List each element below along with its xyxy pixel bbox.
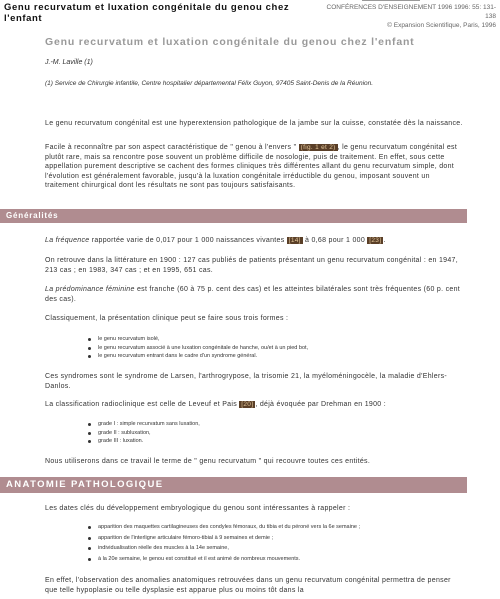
section-header-generalites: [0, 209, 467, 223]
paragraph-text: à 0,68 pour 1 000: [302, 237, 366, 244]
paragraph-text: rapportée varie de 0,017 pour 1 000 naissances vivantes: [89, 237, 285, 244]
figure-reference-link[interactable]: (fig. 1 et 2): [300, 144, 336, 151]
list-item: grade III : luxation.: [88, 437, 200, 446]
running-title: Genu recurvatum et luxation congénitale du genou chez l'enfant: [4, 2, 290, 24]
list-item: le genu recurvatum isolé,: [88, 335, 308, 344]
paragraph-text: , déjà évoquée par Drehman en 1900 :: [255, 401, 386, 408]
section-heading: ANATOMIE PATHOLOGIQUE: [6, 479, 164, 490]
list-item: grade II : subluxation,: [88, 429, 200, 438]
paragraph-text: est franche (60 à 75 p. cent des cas) et les atteintes bilatérales sont très fréquentes (60 p. cent des cas).: [45, 286, 461, 303]
emphasis-text: La fréquence: [45, 237, 90, 244]
list-item: grade I : simple recurvatum sans luxation,: [88, 420, 200, 429]
conference-line: CONFÉRENCES D'ENSEIGNEMENT 1996 1996: 55: 131-: [326, 4, 496, 11]
paragraph-text: La classification radioclinique est celle de Leveuf et Pais: [45, 401, 238, 408]
header-rule: [362, 0, 420, 1]
paragraph: [45, 400, 465, 410]
paragraph: Les dates clés du développement embryologique du genou sont intéressantes à rappeler :: [45, 505, 351, 512]
list-item: individualisation réelle des muscles à la 14e semaine,: [88, 544, 360, 553]
intro-paragraph: [45, 143, 465, 191]
paragraph: En effet, l'observation des anomalies anatomiques retrouvées dans un genu recurvatum congénital permettra de penser que telle hypoplasie ou telle dysplasie est apparue plus ou moins tôt dans la: [45, 577, 451, 594]
copyright-line: © Expansion Scientifique, Paris, 1996: [387, 22, 496, 29]
article-title: Genu recurvatum et luxation congénitale du genou chez l'enfant: [45, 36, 415, 48]
citation-link[interactable]: [23]: [369, 237, 382, 244]
list-item: le genu recurvatum associé à une luxation congénitale de hanche, ou/et à un pied bot,: [88, 344, 308, 353]
section-header-anatomie: [0, 477, 467, 493]
list-item: apparition des maquettes cartilagineuses des condyles fémoraux, du tibia et du péroné vers la 6e semaine ;: [88, 523, 360, 532]
paragraph: Nous utiliserons dans ce travail le terme de " genu recurvatum " qui recouvre toutes ces entités.: [45, 458, 371, 465]
paragraph-text: Facile à reconnaître par son aspect caractéristique de " genou à l'envers ": [45, 144, 297, 151]
citation-link[interactable]: [14]: [288, 237, 301, 244]
embryology-dates-list: [88, 523, 360, 565]
list-item: le genu recurvatum entrant dans le cadre d'un syndrome général.: [88, 352, 308, 361]
citation-link[interactable]: [20]: [241, 401, 254, 408]
emphasis-text: La prédominance féminine: [45, 286, 135, 293]
author-line: J.-M. Laville (1): [45, 59, 93, 66]
list-item: à la 20e semaine, le genou est constitué et il est animé de nombreux mouvements.: [88, 555, 360, 564]
classification-grades-list: [88, 420, 200, 446]
intro-paragraph: Le genu recurvatum congénital est une hyperextension pathologique de la jambe sur la cuisse, constatée dès la naissance.: [45, 120, 463, 127]
affiliation-line: (1) Service de Chirurgie infantile, Centre hospitalier départemental Félix Guyon, 97405 Saint-Denis de la Réunion.: [45, 80, 374, 87]
conference-line: 138: [485, 13, 496, 20]
paragraph: Classiquement, la présentation clinique peut se faire sous trois formes :: [45, 315, 289, 322]
clinical-forms-list: [88, 335, 308, 361]
section-heading: Généralités: [6, 211, 59, 220]
paragraph-text: .: [383, 237, 386, 244]
list-item: apparition de l'interligne articulaire fémoro-tibial à 9 semaines et demie ;: [88, 534, 360, 543]
paragraph: On retrouve dans la littérature en 1900 : 127 cas publiés de patients présentant un genu recurvatum congénital : en 1947, 213 cas ; en 1983, 347 cas ; et en 1995, 651 cas.: [45, 257, 458, 274]
paragraph-text: , le genu recurvatum congénital est plutôt rare, mais sa rencontre pose souvent un problème difficile de nosologie, puis de traitement. En effet, sous cette appellation purement descriptive se cachent des formes cliniques très différentes allant du genu recurvatum simple, dont l'évolution est généralement favorable, jusqu'à la luxation congénitale irréductible du genou, imposant souvent un traitement chirurgical dont les résultats ne sont pas toujours satisfaisants.: [45, 144, 458, 189]
paragraph: Ces syndromes sont le syndrome de Larsen, l'arthrogrypose, la trisomie 21, la myéloméningocèle, la maladie d'Ehlers-Danlos.: [45, 373, 448, 390]
paragraph: [45, 236, 465, 246]
conference-info: [306, 3, 496, 30]
paragraph: [45, 285, 465, 304]
